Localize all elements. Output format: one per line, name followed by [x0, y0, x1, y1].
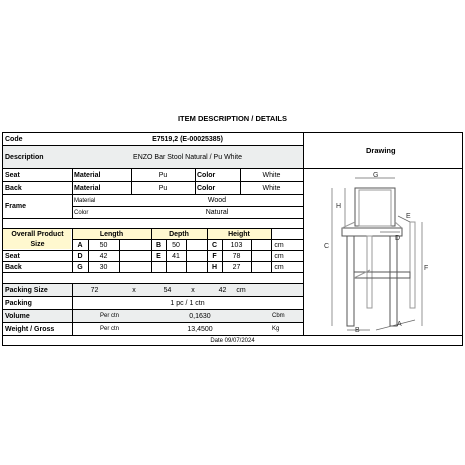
- seat-color-label: Color: [197, 171, 216, 179]
- height-header: Height: [228, 230, 250, 238]
- dim-g-value: 30: [99, 263, 108, 271]
- length-header: Length: [99, 230, 124, 238]
- frame-material-label: Material: [74, 197, 96, 204]
- weight-value: 13,4500: [187, 325, 213, 333]
- weight-label: Weight / Gross: [5, 325, 55, 333]
- packing-x1: x: [132, 286, 136, 294]
- back-material-value: Pu: [158, 184, 168, 192]
- label-f: F: [424, 265, 429, 272]
- overall-label-2: Size: [30, 241, 45, 248]
- packing-value: 1 pc / 1 ctn: [170, 299, 205, 307]
- frame-material-value: Wood: [207, 197, 227, 204]
- seat-material-value: Pu: [158, 171, 168, 179]
- label-b: B: [355, 327, 360, 334]
- label-e: E: [406, 213, 411, 220]
- weight-unit: Kg: [272, 326, 280, 332]
- dim-f-label: F: [212, 252, 217, 260]
- seat-label: Seat: [5, 171, 20, 179]
- back-color-label: Color: [197, 184, 216, 192]
- label-c: C: [324, 243, 330, 250]
- dim-e-label: E: [156, 252, 161, 260]
- packing-size-label: Packing Size: [5, 286, 48, 294]
- volume-row-bg: [3, 309, 303, 322]
- overall-label-1: Overall Product: [11, 230, 64, 238]
- dim-d-value: 42: [99, 252, 108, 260]
- dims-seat-label: Seat: [5, 252, 20, 260]
- frame-color-value: Natural: [205, 209, 229, 216]
- dim-b-label: B: [155, 241, 162, 249]
- frame-color-label: Color: [74, 209, 89, 216]
- packing-size-row-bg: [3, 283, 303, 296]
- page-title: ITEM DESCRIPTION / DETAILS: [177, 114, 288, 123]
- packing-length: 72: [90, 286, 99, 294]
- dim-h-label: H: [211, 263, 218, 271]
- label-h: H: [336, 203, 342, 210]
- volume-per: Per ctn: [100, 313, 120, 319]
- dim-f-value: 78: [232, 252, 241, 260]
- dim-g-label: G: [77, 263, 83, 271]
- frame-label: Frame: [5, 203, 27, 210]
- description-value: ENZO Bar Stool Natural / Pu White: [133, 153, 242, 161]
- back-label: Back: [5, 184, 22, 192]
- drawing-title: Drawing: [366, 146, 396, 155]
- seat-material-label: Material: [74, 171, 101, 179]
- overall-unit: cm: [274, 241, 284, 249]
- dim-e-value: 41: [172, 252, 180, 260]
- label-d: D: [395, 235, 401, 242]
- dim-a-label: A: [77, 241, 83, 249]
- packing-x2: x: [191, 286, 195, 294]
- stool-drawing: [310, 170, 460, 335]
- date-label: Date 09/07/2024: [210, 338, 255, 344]
- label-a: A: [397, 321, 402, 328]
- packing-label: Packing: [5, 299, 32, 307]
- code-value: E7519,2 (E-00025385): [152, 135, 223, 143]
- code-label: Code: [5, 135, 23, 143]
- back-color-value: White: [262, 184, 281, 192]
- packing-width: 54: [163, 286, 172, 294]
- description-label: Description: [5, 153, 44, 161]
- volume-value: 0,1630: [189, 312, 211, 320]
- weight-per: Per ctn: [100, 326, 120, 332]
- packing-unit: cm: [236, 286, 246, 294]
- depth-header: Depth: [169, 230, 189, 238]
- dim-h-value: 27: [232, 263, 241, 271]
- dim-b-value: 50: [172, 241, 180, 249]
- dims-back-label: Back: [5, 263, 22, 271]
- dim-a-value: 50: [99, 241, 108, 249]
- volume-unit: Cbm: [272, 313, 285, 319]
- dim-c-label: C: [211, 241, 218, 249]
- back-material-label: Material: [74, 184, 101, 192]
- dim-d-label: D: [77, 252, 83, 260]
- dim-c-value: 103: [230, 241, 243, 249]
- seat-color-value: White: [262, 171, 281, 179]
- seat-unit: cm: [274, 252, 284, 260]
- label-g: G: [373, 172, 379, 179]
- back-unit: cm: [274, 263, 284, 271]
- packing-height: 42: [218, 286, 227, 294]
- volume-label: Volume: [5, 312, 30, 320]
